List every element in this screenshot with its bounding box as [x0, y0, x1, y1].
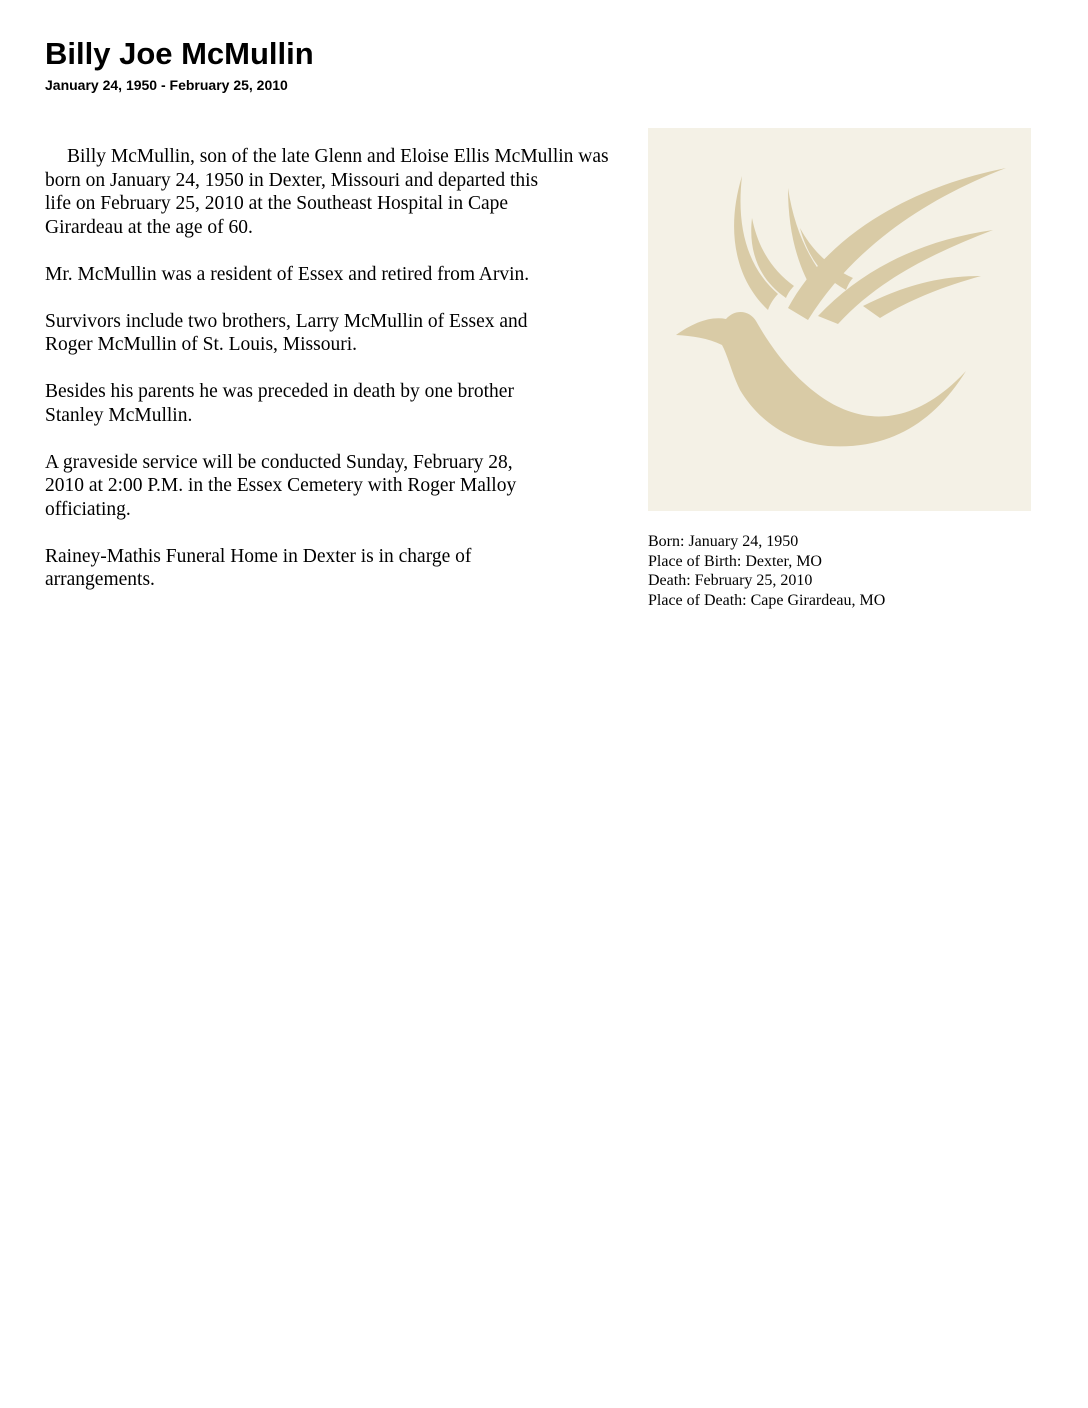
obituary-text — [45, 145, 665, 615]
paragraph-1-line-4: Girardeau at the age of 60. — [45, 216, 253, 238]
obituary-paragraph-2: Mr. McMullin was a resident of Essex and retired from Arvin. — [45, 263, 530, 285]
paragraph-5-line-1: A graveside service will be conducted Sunday, February 28, — [45, 451, 513, 473]
paragraph-1-line-1: Billy McMullin, son of the late Glenn and Eloise Ellis McMullin was — [67, 146, 609, 167]
paragraph-1-line-3: life on February 25, 2010 at the Southeast Hospital in Cape — [45, 193, 509, 214]
paragraph-4-line-1: Besides his parents he was preceded in death by one brother — [45, 381, 514, 402]
paragraph-6-line-1: Rainey-Mathis Funeral Home in Dexter is in charge of — [45, 545, 472, 567]
dove-image — [648, 128, 1031, 511]
paragraph-5-line-2: 2010 at 2:00 P.M. in the Essex Cemetery with Roger Malloy — [45, 475, 517, 496]
dove-icon — [648, 128, 1031, 511]
death-fact: Death: February 25, 2010 — [648, 572, 813, 589]
paragraph-3-line-1: Survivors include two brothers, Larry McMullin of Essex and — [45, 310, 528, 332]
death-place-fact: Place of Death: Cape Girardeau, MO — [648, 591, 886, 609]
deceased-name: Billy Joe McMullin — [45, 36, 314, 71]
paragraph-3-line-2: Roger McMullin of St. Louis, Missouri. — [45, 334, 358, 355]
obituary-paragraph-3 — [45, 310, 585, 357]
birth-place-fact: Place of Birth: Dexter, MO — [648, 552, 822, 570]
obituary-paragraph-1 — [45, 145, 660, 239]
life-dates: January 24, 1950 - February 25, 2010 — [45, 77, 288, 93]
paragraph-1-line-2: born on January 24, 1950 in Dexter, Missouri and departed this — [45, 169, 539, 191]
obituary-header — [45, 36, 314, 94]
born-fact: Born: January 24, 1950 — [648, 533, 799, 550]
obituary-paragraph-4 — [45, 380, 585, 427]
obituary-paragraph-5 — [45, 451, 585, 522]
paragraph-6-line-2: arrangements. — [45, 569, 155, 590]
paragraph-5-line-3: officiating. — [45, 498, 131, 520]
life-facts — [648, 532, 885, 610]
paragraph-4-line-2: Stanley McMullin. — [45, 404, 193, 426]
obituary-paragraph-6 — [45, 545, 585, 592]
